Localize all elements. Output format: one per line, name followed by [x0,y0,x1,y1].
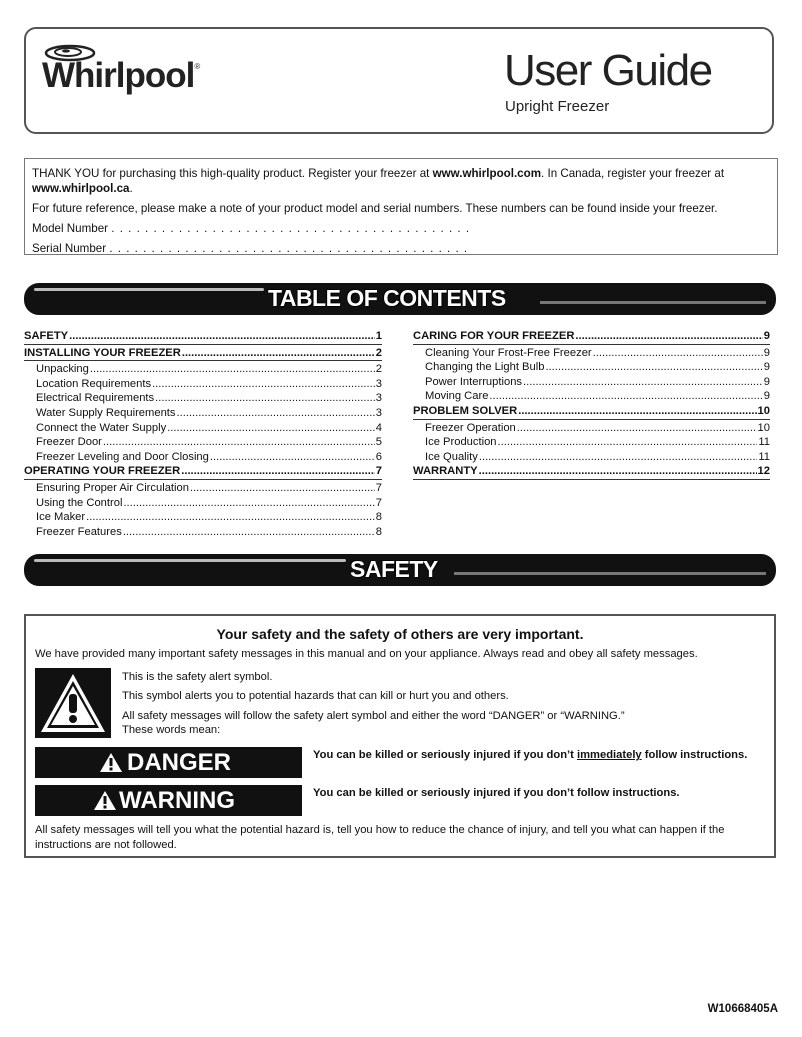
toc-entry-label: Location Requirements [36,377,152,390]
toc-entry-label: WARRANTY [413,465,478,478]
toc-entry[interactable] [24,450,382,465]
toc-entry-label: OPERATING YOUR FREEZER [24,465,181,478]
safety-banner-title: SAFETY [350,556,438,582]
toc-entry-page: 1 [375,330,382,342]
toc-entry[interactable] [413,375,770,390]
toc-entry-label: Ice Maker [36,511,86,524]
toc-entry-page: 7 [375,481,382,494]
toc-entry[interactable] [24,464,382,480]
toc-entry[interactable] [24,391,382,406]
warning-message: You can be killed or seriously injured if you don’t follow instructions. [313,787,680,799]
toc-leader-dots [489,389,762,404]
toc-entry-label: Ice Quality [425,450,478,463]
toc-entry[interactable] [413,450,770,465]
whirlpool-com-link: www.whirlpool.com [432,167,542,180]
toc-entry-page: 9 [763,390,770,403]
toc-entry[interactable] [24,510,382,525]
toc-leader-dots [523,375,763,390]
symbol-line-3: All safety messages will follow the safety alert symbol and either the word “DANGER” or “WARNING.” [122,710,625,722]
document-title: User Guide [504,46,712,95]
toc-entry[interactable] [413,435,770,450]
toc-entry[interactable] [24,329,382,345]
toc-entry-label: SAFETY [24,330,69,342]
toc-entry[interactable] [413,389,770,404]
toc-leader-dots [155,391,375,406]
toc-leader-dots [575,329,762,344]
toc-entry-label: INSTALLING YOUR FREEZER [24,346,181,359]
toc-leader-dots [103,435,375,450]
toc-entry-page: 9 [763,346,770,359]
toc-entry-page: 12 [757,465,770,478]
toc-leader-dots [210,450,375,465]
toc-entry-page: 3 [375,406,382,419]
toc-entry-label: Water Supply Requirements [36,406,176,419]
toc-entry-page: 9 [763,375,770,388]
toc-entry-label: Freezer Operation [425,421,516,434]
toc-entry-label: CARING FOR YOUR FREEZER [413,330,575,342]
toc-entry-page: 3 [375,392,382,405]
toc-entry-page: 11 [758,436,770,449]
toc-entry-page: 2 [375,346,382,359]
toc-entry-page: 2 [375,363,382,376]
toc-entry-page: 4 [375,421,382,434]
toc-leader-dots [593,346,763,361]
document-subtitle: Upright Freezer [505,98,610,115]
safety-box [24,614,776,858]
toc-entry-label: Power Interruptions [425,375,523,388]
toc-entry-page: 8 [375,511,382,524]
toc-entry-label: Changing the Light Bulb [425,361,545,374]
toc-entry-page: 11 [758,450,770,463]
toc-leader-dots [545,360,762,375]
symbol-line-4: These words mean: [122,724,221,736]
toc-entry-label: Freezer Leveling and Door Closing [36,450,209,463]
toc-entry-page: 9 [763,330,770,342]
toc-entry-page: 7 [375,496,382,509]
warning-alert-icon [93,790,117,811]
toc-entry[interactable] [24,525,382,540]
toc-entry-label: PROBLEM SOLVER [413,404,518,417]
brand-wordmark: Whirlpool® [42,56,200,95]
toc-entry[interactable] [24,421,382,436]
toc-leader-dots [177,406,375,421]
toc-leader-dots [181,464,375,479]
danger-message: You can be killed or seriously injured if you don’t immediately follow instructions. [313,749,748,761]
symbol-line-1: This is the safety alert symbol. [122,671,273,683]
toc-leader-dots [152,377,375,392]
toc-entry[interactable] [413,464,770,480]
toc-banner-title: TABLE OF CONTENTS [268,285,506,311]
whirlpool-ca-link: www.whirlpool.ca [32,182,130,195]
toc-entry[interactable] [413,404,770,420]
toc-entry[interactable] [24,481,382,496]
whirlpool-logo [42,44,222,104]
registration-box [24,158,778,255]
toc-entry-page: 10 [757,421,770,434]
toc-entry[interactable] [24,362,382,377]
toc-leader-dots [479,450,758,465]
toc-leader-dots [123,525,375,540]
toc-entry-label: Unpacking [36,363,89,376]
model-number-line: Model Number . . . . . . . . . . . . . . . . . . . . . . . . . . . . . . . . . . . . . . . . . . . [32,222,471,235]
toc-leader-dots [86,510,375,525]
toc-leader-dots [518,404,756,419]
thank-you-text: THANK YOU for purchasing this high-quality product. Register your freezer at www.whirlpool.com. In Canada, register your freezer at www.whirlpool.ca. [32,167,725,195]
safety-footer-text: All safety messages will tell you what the potential hazard is, tell you how to reduce the chance of injury, and tell you what can happen if the instructions are not followed. [35,824,725,851]
toc-leader-dots [479,464,757,479]
toc-entry-label: Using the Control [36,496,123,509]
toc-entry[interactable] [413,346,770,361]
danger-alert-icon [99,752,123,773]
toc-right-column [413,329,770,481]
toc-entry-label: Cleaning Your Frost-Free Freezer [425,346,592,359]
warning-signal-word: WARNING [35,785,302,816]
toc-entry-page: 5 [375,436,382,449]
toc-entry-label: Moving Care [425,390,489,403]
reference-text: For future reference, please make a note of your product model and serial numbers. These numbers can be found inside your freezer. [32,202,718,215]
toc-entry-label: Ensuring Proper Air Circulation [36,481,189,494]
danger-signal-word: DANGER [35,747,302,778]
symbol-line-2: This symbol alerts you to potential hazards that can kill or hurt you and others. [122,690,509,702]
toc-entry-label: Ice Production [425,436,497,449]
toc-entry-label: Electrical Requirements [36,392,155,405]
toc-entry[interactable] [413,421,770,436]
toc-entry-label: Freezer Door [36,436,102,449]
toc-entry-page: 7 [375,465,382,478]
toc-leader-dots [167,421,375,436]
toc-entry[interactable] [24,496,382,511]
toc-leader-dots [123,496,374,511]
toc-entry[interactable] [24,346,382,362]
document-code: W10668405A [707,1003,778,1015]
toc-entry-page: 3 [375,377,382,390]
toc-leader-dots [69,329,375,344]
toc-entry[interactable] [413,360,770,375]
safety-heading: Your safety and the safety of others are very important. [216,626,584,642]
toc-entry-label: Freezer Features [36,525,122,538]
toc-entry-page: 9 [763,361,770,374]
safety-intro-text: We have provided many important safety messages in this manual and on your appliance. Always read and obey all safety messages. [35,648,698,660]
toc-entry-page: 8 [375,525,382,538]
toc-entry[interactable] [24,435,382,450]
toc-banner [24,283,776,315]
warning-triangle-icon [35,668,111,738]
toc-leader-dots [517,421,757,436]
safety-alert-symbol [35,668,111,738]
toc-entry-label: Connect the Water Supply [36,421,167,434]
toc-entry[interactable] [24,406,382,421]
toc-entry[interactable] [24,377,382,392]
toc-entry-page: 6 [375,450,382,463]
toc-entry[interactable] [413,329,770,345]
safety-banner [24,554,776,586]
toc-left-column [24,329,382,539]
serial-number-line: Serial Number . . . . . . . . . . . . . . . . . . . . . . . . . . . . . . . . . . . . . . . . . . . [32,242,469,255]
toc-leader-dots [190,481,375,496]
toc-leader-dots [90,362,375,377]
toc-leader-dots [182,346,375,361]
toc-entry-page: 10 [757,404,770,417]
toc-leader-dots [498,435,758,450]
